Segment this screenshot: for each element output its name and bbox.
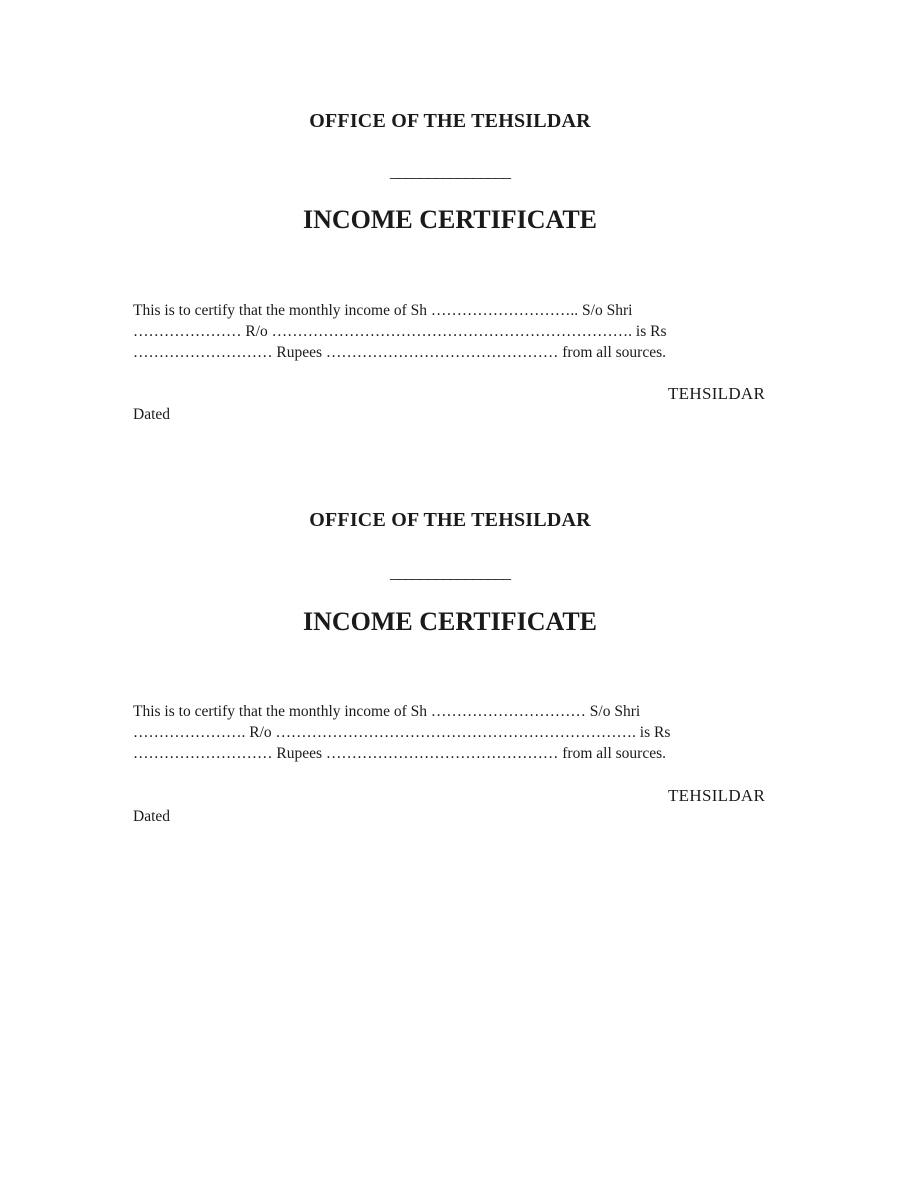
certificate-title: INCOME CERTIFICATE — [302, 607, 598, 636]
dated-label: Dated — [133, 808, 171, 825]
signatory-label: TEHSILDAR — [668, 384, 766, 403]
certificate-body-line-2: ………………… R/o ……………………………………………………………. is Rs — [133, 323, 667, 340]
signatory-label: TEHSILDAR — [668, 786, 766, 805]
income-certificate-2 — [0, 400, 900, 825]
income-certificate-1 — [0, 0, 900, 423]
certificate-body-line-1: This is to certify that the monthly income of Sh ………………………… S/o Shri — [133, 703, 641, 720]
dated-label: Dated — [133, 406, 171, 423]
certificate-title: INCOME CERTIFICATE — [302, 205, 598, 234]
title-underline: ________________ — [390, 563, 510, 582]
certificate-body-line-3: ……………………… Rupees ……………………………………… from all sources. — [133, 344, 666, 361]
office-title: OFFICE OF THE TEHSILDAR — [309, 509, 591, 531]
office-title: OFFICE OF THE TEHSILDAR — [309, 110, 591, 132]
certificate-body-line-1: This is to certify that the monthly income of Sh ……………………….. S/o Shri — [133, 302, 633, 319]
title-underline: ________________ — [390, 162, 510, 181]
certificate-body-line-3: ……………………… Rupees ……………………………………… from all sources. — [133, 745, 666, 762]
certificate-body-line-2: …………………. R/o ……………………………………………………………. is Rs — [133, 724, 671, 741]
